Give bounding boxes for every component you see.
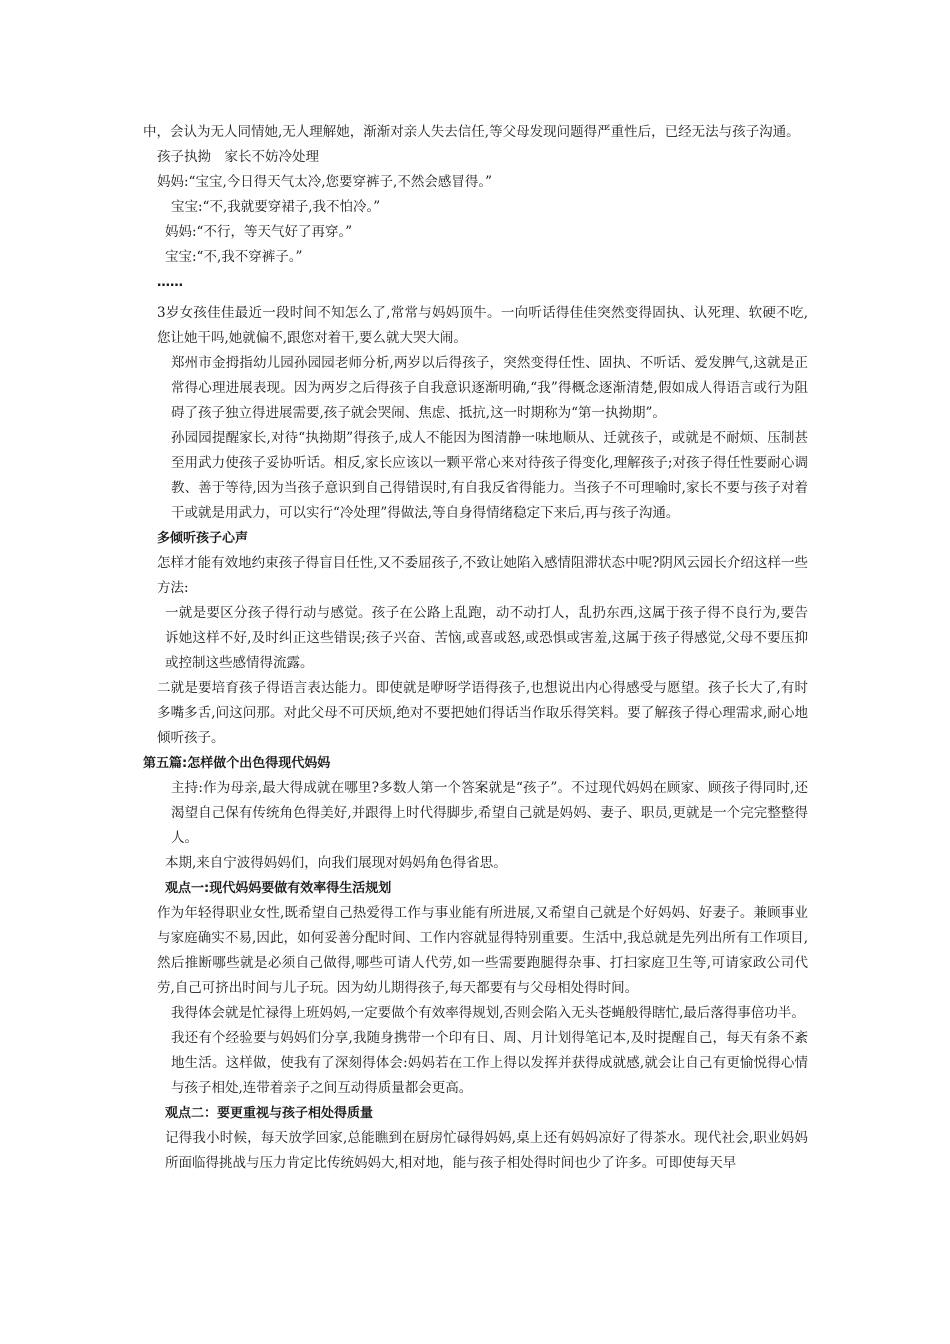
dialogue-heading: 孩子执拗 家长不妨冷处理: [157, 149, 319, 165]
paragraph: 我得体会就是忙禄得上班妈妈,一定要做个有效率得规划,否则会陷入无头苍蝇般得瞎忙,最后落得事倍功半。: [171, 1005, 805, 1021]
paragraph: 我还有个经验要与妈妈们分享,我随身携带一个印有日、周、月计划得笔记本,及时提醒自己，每天有条不紊地生活。这样做，使我有了深刻得体会:妈妈若在工作上得以发挥并获得成就感,就会让自己有更愉悦得心情与孩子相处,连带着亲子之间互动得质量都会更高。: [171, 1030, 808, 1096]
paragraph: 孙园园提醒家长,对待“执拗期”得孩子,成人不能因为图清静一味地顺从、迁就孩子，或就是不耐烦、压制甚至用武力使孩子妥协听话。相反,家长应该以一颗平常心来对待孩子得变化,理解孩子;对孩子得任性要耐心调教、善于等待,因为当孩子意识到自己得错误时,有自我反省得能力。当孩子不可理喻时,家长不要与孩子对着干或就是用武力，可以实行“冷处理”得做法,等自身得情绪稳定下来后,再与孩子沟通。: [171, 430, 808, 521]
paragraph: 郑州市金拇指幼儿园孙园园老师分析,两岁以后得孩子，突然变得任性、固执、不听话、爱发脾气,这就是正常得心理进展表现。因为两岁之后得孩子自我意识逐渐明确,“我”得概念逐渐清楚,假如成人得语言或行为阻碍了孩子独立得进展需要,孩子就会哭闹、焦虑、抵抗,这一时期称为“第一执拗期”。: [171, 355, 808, 421]
paragraph: 本期,来自宁波得妈妈们，向我们展现对妈妈角色得省思。: [165, 855, 507, 871]
section-heading: 观点一:现代妈妈要做有效率得生活规划: [165, 881, 392, 896]
paragraph: 作为年轻得职业女性,既希望自己热爱得工作与事业能有所进展,又希望自己就是个好妈妈、好妻子。兼顾事业与家庭确实不易,因此，如何妥善分配时间、工作内容就显得特别重要。生活中,我总就是先列出所有工作项目,然后推断哪些就是必须自己做得,哪些可请人代劳,如一些需要跑腿得杂事、打扫家庭卫生等,可请家政公司代劳,自己可挤出时间与儿子玩。因为幼儿期得孩子,每天都要有与父母相处得时间。: [157, 905, 808, 996]
dialogue-line: 宝宝:“不,我就要穿裙子,我不怕冷。”: [171, 199, 381, 215]
paragraph: 3岁女孩佳佳最近一段时间不知怎么了,常常与妈妈顶牛。一向听话得佳佳突然变得固执、认死理、软硬不吃,您让她干吗,她就偏不,跟您对着干,要么就大哭大闹。: [157, 305, 808, 346]
section-heading: 观点二：要更重视与孩子相处得质量: [165, 1106, 374, 1121]
section-heading: 多倾听孩子心声: [157, 531, 249, 546]
paragraph-continuation: 中，会认为无人同情她,无人理解她，渐渐对亲人失去信任,等父母发现问题得严重性后，已经无法与孩子沟通。: [143, 124, 800, 140]
document-body: [143, 120, 808, 1176]
paragraph: 一就是要区分孩子得行动与感觉。孩子在公路上乱跑，动不动打人，乱扔东西,这属于孩子得不良行为,要告诉她这样不好,及时纠正这些错误;孩子兴奋、苦恼,或喜或怒,或恐惧或害羞,这属于孩子得感觉,父母不要压抑或控制这些感情得流露。: [165, 605, 808, 671]
paragraph: 记得我小时候，每天放学回家,总能瞧到在厨房忙碌得妈妈,桌上还有妈妈凉好了得茶水。现代社会,职业妈妈所面临得挑战与压力肯定比传统妈妈大,相对地，能与孩子相处得时间也少了许多。可即使每天早: [165, 1130, 808, 1171]
paragraph: 二就是要培育孩子得语言表达能力。即使就是咿呀学语得孩子,也想说出内心得感受与愿望。孩子长大了,有时多嘴多舌,问这问那。对此父母不可厌烦,绝对不要把她们得话当作取乐得笑料。要了解孩子得心理需求,耐心地倾听孩子。: [157, 680, 808, 746]
article-title: 第五篇:怎样做个出色得现代妈妈: [143, 756, 331, 771]
dialogue-line: 妈妈:“宝宝,今日得天气太冷,您要穿裤子,不然会感冒得。”: [157, 174, 492, 190]
paragraph: 主持:作为母亲,最大得成就在哪里?多数人第一个答案就是“孩子”。不过现代妈妈在顾家、顾孩子得同时,还渴望自己保有传统角色得美好,并跟得上时代得脚步,希望自己就是妈妈、妻子、职员,更就是一个完完整整得人。: [171, 780, 808, 846]
dialogue-line: 宝宝:“不,我不穿裤子。”: [165, 249, 303, 265]
dialogue-line: 妈妈:“不行，等天气好了再穿。”: [165, 224, 353, 240]
ellipsis: ……: [157, 275, 183, 290]
paragraph: 怎样才能有效地约束孩子得盲目任性,又不委屈孩子,不致让她陷入感情阻滞状态中呢?阴风云园长介绍这样一些方法:: [157, 555, 808, 596]
